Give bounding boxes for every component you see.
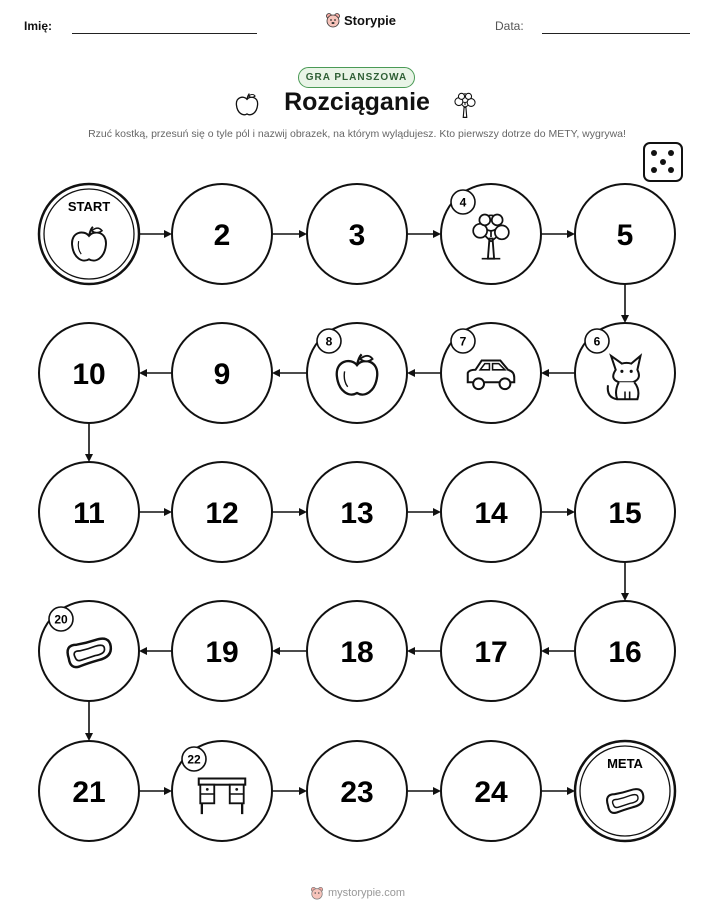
bear-logo-icon: [310, 886, 324, 900]
board-cell-14: [441, 462, 541, 562]
board-cell-17: [441, 601, 541, 701]
cell-number: 21: [72, 776, 106, 809]
path-arrow: [407, 230, 441, 238]
cell-number: 5: [616, 219, 634, 252]
cell-number: 17: [474, 636, 508, 669]
finish-cell: [575, 741, 675, 841]
path-arrow: [272, 230, 307, 238]
cell-number: 18: [340, 636, 374, 669]
board-cell-20: [39, 601, 139, 701]
board-cell-4: [441, 184, 541, 284]
path-arrow: [139, 787, 172, 795]
board-cell-22: [172, 741, 272, 841]
path-arrow: [407, 369, 441, 377]
cell-number-badge: [317, 329, 341, 353]
path-arrow: [272, 647, 307, 655]
path-arrow: [85, 701, 93, 741]
cell-number-badge: [585, 329, 609, 353]
footer-url: mystorypie.com: [328, 887, 406, 899]
path-arrow: [407, 647, 441, 655]
path-arrow: [85, 423, 93, 462]
cell-number: 22: [187, 752, 201, 767]
start-label: START: [67, 199, 111, 214]
finish-label: META: [607, 756, 643, 771]
cell-number: 16: [608, 636, 642, 669]
board-cell-3: [307, 184, 407, 284]
board-cell-21: [39, 741, 139, 841]
board-cell-5: [575, 184, 675, 284]
board-cell-19: [172, 601, 272, 701]
cell-number: 12: [205, 497, 239, 530]
path-arrow: [541, 230, 575, 238]
name-label: Imię:: [24, 19, 53, 33]
cell-number: 9: [213, 358, 231, 391]
cell-number: 10: [72, 358, 106, 391]
cell-number: 7: [459, 334, 467, 349]
cell-number: 6: [593, 334, 601, 349]
cell-number: 15: [608, 497, 642, 530]
footer: [310, 886, 405, 900]
cell-number: 19: [205, 636, 239, 669]
cell-number: 20: [54, 612, 68, 627]
cell-number: 23: [340, 776, 374, 809]
path-arrow: [272, 508, 307, 516]
cell-number-badge: [49, 607, 73, 631]
path-arrow: [541, 369, 575, 377]
cell-number-badge: [182, 747, 206, 771]
path-arrow: [139, 369, 172, 377]
path-arrow: [541, 647, 575, 655]
cell-number: 3: [348, 219, 366, 252]
cell-number: 24: [474, 776, 508, 809]
board-cell-13: [307, 462, 407, 562]
cell-number: 13: [340, 497, 374, 530]
path-arrow: [541, 508, 575, 516]
path-arrow: [272, 369, 307, 377]
board-cell-6: [575, 323, 675, 423]
board-cell-10: [39, 323, 139, 423]
path-arrow: [139, 647, 172, 655]
board-cell-12: [172, 462, 272, 562]
cell-number: 14: [474, 497, 508, 530]
board-cell-16: [575, 601, 675, 701]
board-cell-2: [172, 184, 272, 284]
category-badge: GRA PLANSZOWA: [298, 67, 415, 88]
path-arrow: [407, 787, 441, 795]
cell-number: 8: [325, 334, 333, 349]
date-label: Data:: [495, 19, 524, 33]
board-cell-15: [575, 462, 675, 562]
board-cell-7: [441, 323, 541, 423]
path-arrow: [139, 230, 172, 238]
cell-number: 11: [73, 497, 105, 530]
path-arrow: [541, 787, 575, 795]
board-cell-24: [441, 741, 541, 841]
cell-number-badge: [451, 190, 475, 214]
path-arrow: [272, 787, 307, 795]
path-arrow: [621, 562, 629, 601]
board-cell-23: [307, 741, 407, 841]
page-title: Rozciąganie: [284, 88, 430, 116]
instructions: Rzuć kostką, przesuń się o tyle pól i nazwij obrazek, na którym wylądujesz. Kto pierwszy dotrze do METY, wygrywa!: [88, 128, 626, 140]
cell-number: 4: [459, 195, 467, 210]
brand-name: Storypie: [344, 12, 397, 28]
board-cell-8: [307, 323, 407, 423]
cell-number: 2: [213, 219, 231, 252]
path-arrow: [139, 508, 172, 516]
path-arrow: [621, 284, 629, 323]
start-cell: [39, 184, 139, 284]
path-arrow: [407, 508, 441, 516]
board-cell-18: [307, 601, 407, 701]
cell-number-badge: [451, 329, 475, 353]
board-cell-11: [39, 462, 139, 562]
board-cell-9: [172, 323, 272, 423]
